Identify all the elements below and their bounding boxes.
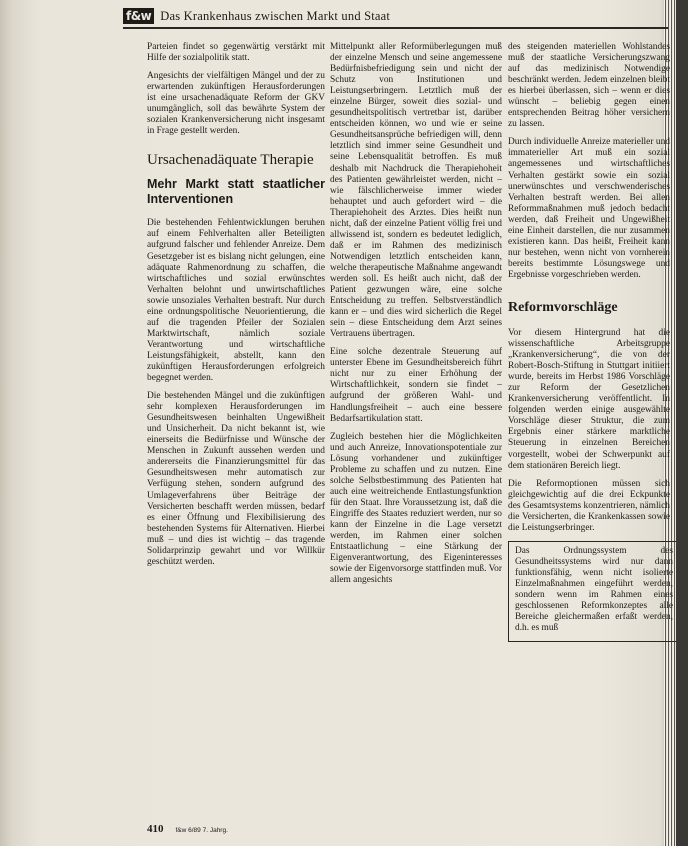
- column-1: [147, 42, 325, 575]
- paragraph: Mittelpunkt aller Reformüberlegungen muß der einzelne Mensch und seine angemessene Bedürfnisbefriedigung sein und nicht der Schutz von Institutionen und Leistungserbringern. Letztlich muß der einzelne Bürger, soweit dies sozial- und gesundheitspolitisch vertretbar ist, darüber entscheiden können, wo und wie er seine Gesundheitsansprüche befriedigen will, denn letztlich sind immer seine Gesundheit und seine Lebensqualität betroffen. Es muß deshalb mit Nachdruck die Therapiehoheit des Patienten gewährleistet werden, nicht – wie fälschlicherweise immer wieder behauptet und auch gefordert wird – die Therapiehoheit des Arztes. Dies heißt nun nicht, daß der einzelne Patient völlig frei und allwissend ist, sondern es bedeutet lediglich, daß er im Rahmen des medizinisch Notwendigen letztlich entscheiden kann, welche therapeutische Maßnahme angewandt werden soll. Es heißt auch nicht, daß der Patient gezwungen wäre, eine solche Entscheidung zu treffen. Selbstverständlich kann er – und dies wird sicherlich die Regel sein – diese Entscheidung dem Arzt seines Vertrauens übertragen.: [330, 42, 502, 340]
- paragraph: Zugleich bestehen hier die Möglichkeiten und auch Anreize, Innovationspotentiale zur Lösung vorhandener und zukünftiger Probleme zu schaffen und zu nutzen. Eine solche Selbstbestimmung des Patienten hat auch eine weitreichende Entlastungsfunktion für den Staat. Ihre Voraussetzung ist, daß die Eingriffe des Staates reduziert werden, nur so kann der Einzelne in die Lage versetzt werden, im Rahmen einer solchen Entstaatlichung – eine Stärkung der Eigenverantwortung, des Eigeninteresses sowie der Eigenvorsorge stattfinden muß. Vor allem angesichts: [330, 431, 502, 586]
- paragraph: Parteien findet so gegenwärtig verstärkt mit Hilfe der sozialpolitik statt.: [147, 42, 325, 64]
- paragraph: Die bestehenden Fehlentwicklungen beruhen auf einem Fehlverhalten aller Beteiligten aufgrund falscher und fehlender Anreize. Dem Gesetzgeber ist es bislang nicht gelungen, eine adäquate Rahmenordnung zu schaffen, die wirtschaftliches und sozial erwünschtes Verhalten belohnt und unwirtschaftliches sowie unsoziales Verhalten bestraft. Nur durch eine ordnungspolitische Neuorientierung, die auf die tragenden Pfeiler der Sozialen Marktwirtschaft, nämlich soziale Verantwortung und wirtschaftliche Leistungsfähigkeit, abstellt, kann den zukünftigen Herausforderungen erfolgreich begegnet werden.: [147, 218, 325, 384]
- section-heading: Reformvorschläge: [508, 299, 618, 315]
- paragraph: des steigenden materiellen Wohlstandes muß der staatliche Versicherungszwang auf das medizinisch Notwendige beschränkt werden. Jedem einzelnen bleibt es hierbei überlassen, sich – wenn er dies wünscht – beliebig gegen einen entsprechenden Beitrag höher versichern zu lassen.: [508, 42, 670, 130]
- section-heading: Ursachenadäquate Therapie: [147, 152, 314, 169]
- running-header: [123, 5, 668, 29]
- paragraph: Die bestehenden Mängel und die zukünftigen sehr komplexen Herausforderungen im Gesundheitswesen beinhalten Ungewißheit und Unsicherheit. Da nicht bekannt ist, wie einerseits die Bedürfnisse und Wünsche der Menschen in Zukunft aussehen werden und andererseits die Finanzierungsmittel für das Gesundheitswesen mehr automatisch zur Verfügung stehen, sondern aufgrund des Umlageverfahrens über Beiträge der Versicherten beschafft werden müssen, bedarf es einer Öffnung und Flexibilisierung des bestehenden Systems für Alternativen. Hierbei muß – und dies ist wichtig – das tragende Solidarprinzip gewahrt und vor Willkür geschützt werden.: [147, 391, 325, 567]
- running-title: Das Krankenhaus zwischen Markt und Staat: [160, 8, 391, 23]
- paragraph: Durch individuelle Anreize materieller und immaterieller Art muß ein sozial angemessenes und wirtschaftliches Verhalten gestärkt sowie ein sozial unerwünschtes und verschwenderisches Verhalten bestraft werden. Bei allen Reformmaßnahmen muß jedoch bedacht werden, daß Freiheit und Ungewißheit eine Einheit darstellen, die nur zusammen existieren kann. Das heißt, Freiheit kann nur bestehen, wenn nicht von vornherein bereits bestimmte Lösungswege und Ergebnisse vorgeschrieben werden.: [508, 137, 670, 280]
- paragraph: Angesichts der vielfältigen Mängel und der zu erwartenden zukünftigen Herausforderungen ist eine ursachenadäquate Reform der GKV unumgänglich, soll das bewährte System der sozialen Krankenversicherung nicht insgesamt in Frage gestellt werden.: [147, 71, 325, 137]
- boxed-text: [508, 541, 676, 642]
- column-2: [330, 42, 502, 593]
- imprint: f&w 6/89 7. Jahrg.: [175, 827, 228, 834]
- paragraph: Eine solche dezentrale Steuerung auf unterster Ebene im Gesundheitsbereich führt nicht nur zu einer Erhöhung der Wirtschaftlichkeit, sondern sie findet – aufgrund der größeren Wahl- und Handlungsfreiheit – auch eine bessere Bedarfsartikulation statt.: [330, 347, 502, 424]
- column-3: [508, 42, 673, 642]
- page-footer: [147, 823, 547, 835]
- paragraph: Das Ordnungssystem des Gesundheitssystems wird nur dann funktionsfähig, wenn nicht isolierte Einzelmaßnahmen eingeführt werden, sondern wenn im Rahmen eines geschlossenen Reformkonzeptes alle Bereiche gleichermaßen erfaßt werden, d.h. es muß: [515, 545, 673, 634]
- page-number: 410: [147, 823, 164, 835]
- journal-logo: f&w: [123, 8, 154, 24]
- subheading: Mehr Markt statt staatlicher Interventionen: [147, 177, 325, 206]
- paragraph: Die Reformoptionen müssen sich gleichgewichtig auf die drei Eckpunkte des Gesamtsystems konzentrieren, nämlich die Versicherten, die Krankenkassen sowie die Leistungserbringer.: [508, 478, 670, 533]
- paragraph: Vor diesem Hintergrund hat die wissenschaftliche Arbeitsgruppe „Krankenversicherung“, die von der Robert-Bosch-Stiftung in Stuttgart initiiert wurde, bereits im Herbst 1986 Vorschläge zur Reform der Gesetzlichen Krankenversicherung veröffentlicht. In folgenden werden einige ausgewählte Vorschläge dieser Struktur, die zum Ergebnis einer stärkere marktliche Steuerung in einzelnen Bereichen vorgestellt, wobei der Schwerpunkt auf dem stationären Bereich liegt.: [508, 327, 670, 471]
